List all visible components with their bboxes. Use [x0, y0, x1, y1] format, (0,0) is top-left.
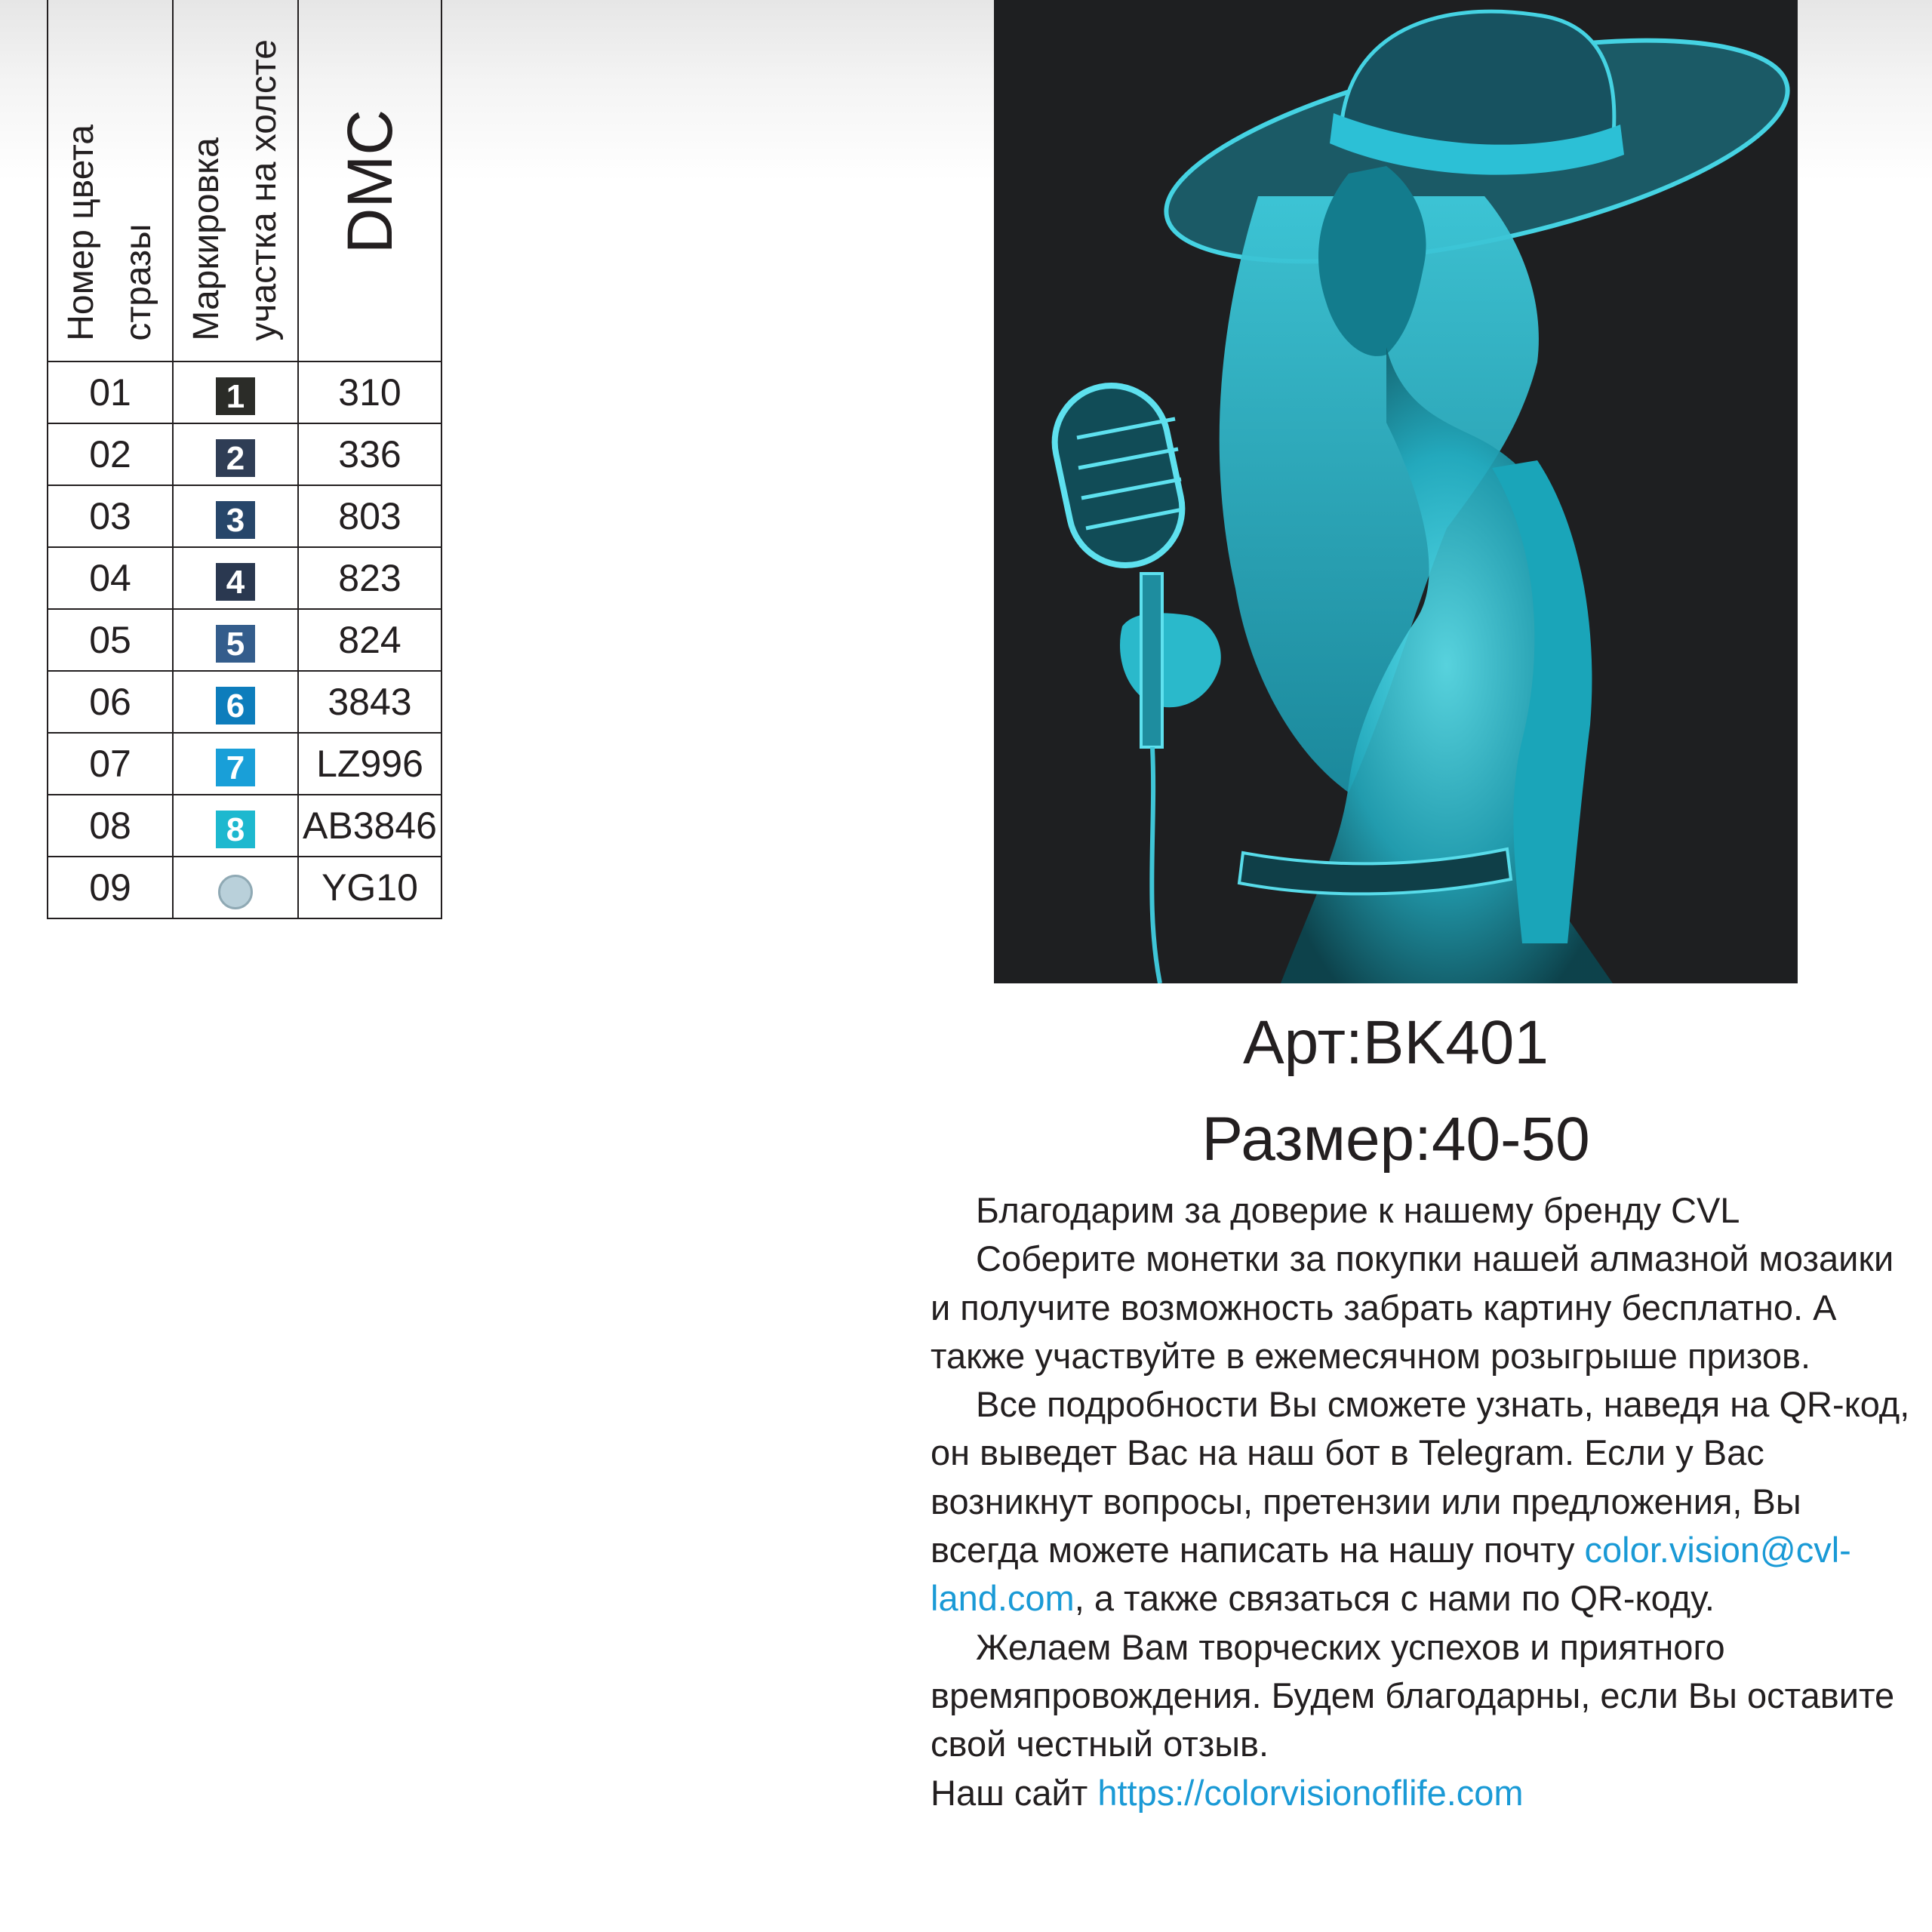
- dmc-code-cell: 823: [298, 547, 441, 609]
- website-label: Наш сайт: [931, 1772, 1098, 1813]
- table-body: [48, 361, 441, 918]
- table-row: [48, 609, 441, 671]
- dmc-code-cell: YG10: [298, 857, 441, 918]
- marking-swatch: 5: [216, 625, 255, 663]
- table-row: [48, 547, 441, 609]
- header-color-number: [48, 0, 173, 361]
- website-link[interactable]: https://colorvisionoflife.com: [1097, 1772, 1524, 1813]
- wishes-paragraph: Желаем Вам творческих успехов и приятного времяпровождения. Будем благодарны, если Вы оставите свой честный отзыв.: [931, 1626, 1895, 1764]
- table-row: [48, 795, 441, 857]
- contact-paragraph: [931, 1380, 1912, 1623]
- header-color-number-line1: Номер цвета: [61, 125, 101, 341]
- marking-swatch: 2: [216, 439, 255, 477]
- marking-swatch: 8: [216, 811, 255, 848]
- thanks-paragraph: Благодарим за доверие к нашему бренду CVL: [976, 1190, 1740, 1230]
- color-number-cell: 07: [48, 733, 173, 795]
- marking-circle-icon: [218, 875, 253, 909]
- marking-swatch: 1: [216, 377, 255, 415]
- marking-swatch: 4: [216, 563, 255, 601]
- marking-cell: [173, 733, 298, 795]
- article-number: Арт:BK401: [1242, 1008, 1549, 1077]
- marking-cell: [173, 423, 298, 485]
- dmc-code-cell: 336: [298, 423, 441, 485]
- marking-cell: [173, 857, 298, 918]
- color-number-cell: 02: [48, 423, 173, 485]
- dmc-code-cell: 3843: [298, 671, 441, 733]
- color-number-cell: 04: [48, 547, 173, 609]
- email-link[interactable]: color.vision@cvl-land.com: [931, 1530, 1851, 1619]
- marking-cell: [173, 609, 298, 671]
- hand: [1120, 613, 1221, 707]
- table-row: [48, 857, 441, 918]
- marking-swatch: 6: [216, 687, 255, 724]
- header-dmc: [298, 0, 441, 361]
- color-number-cell: 03: [48, 485, 173, 547]
- header-dmc-label: DMC: [334, 109, 405, 254]
- dmc-code-cell: 803: [298, 485, 441, 547]
- header-marking-line2: участка на холсте: [244, 39, 284, 341]
- marking-cell: [173, 547, 298, 609]
- marking-cell: [173, 485, 298, 547]
- color-number-cell: 08: [48, 795, 173, 857]
- marking-cell: [173, 795, 298, 857]
- artwork-singer-with-microphone: [994, 0, 1798, 983]
- table-header-row: [48, 0, 441, 361]
- table-row: [48, 361, 441, 423]
- table-row: [48, 733, 441, 795]
- artwork-illustration: [994, 0, 1798, 983]
- color-number-cell: 06: [48, 671, 173, 733]
- header-marking: [173, 0, 298, 361]
- color-table: [47, 0, 442, 919]
- contact-text-end: , а также связаться с нами по QR-коду.: [1074, 1578, 1715, 1619]
- marking-swatch: 3: [216, 501, 255, 539]
- marking-cell: [173, 671, 298, 733]
- contact-text-start: Все подробности Вы сможете узнать, наведя на QR-код, он выведет Вас на наш бот в Telegram. Если у Вас возникнут вопросы, претензии или предложения, Вы всегда можете написать на нашу почту: [931, 1384, 1910, 1571]
- website-line: [931, 1769, 1912, 1817]
- header-marking-line1: Маркировка: [186, 137, 226, 341]
- table-row: [48, 423, 441, 485]
- dmc-code-cell: 310: [298, 361, 441, 423]
- dmc-code-cell: AB3846: [298, 795, 441, 857]
- marking-swatch: 7: [216, 749, 255, 786]
- info-text-block: [931, 1186, 1912, 1817]
- color-number-cell: 01: [48, 361, 173, 423]
- header-color-number-line2: стразы: [118, 223, 158, 341]
- table-row: [48, 485, 441, 547]
- color-number-cell: 05: [48, 609, 173, 671]
- marking-cell: [173, 361, 298, 423]
- dmc-code-cell: LZ996: [298, 733, 441, 795]
- color-number-cell: 09: [48, 857, 173, 918]
- coins-paragraph: Соберите монетки за покупки нашей алмазной мозаики и получите возможность забрать картину бесплатно. А также участвуйте в ежемесячном розыгрыше призов.: [931, 1238, 1894, 1376]
- size-label: Размер:40-50: [1201, 1105, 1590, 1174]
- table-row: [48, 671, 441, 733]
- dmc-code-cell: 824: [298, 609, 441, 671]
